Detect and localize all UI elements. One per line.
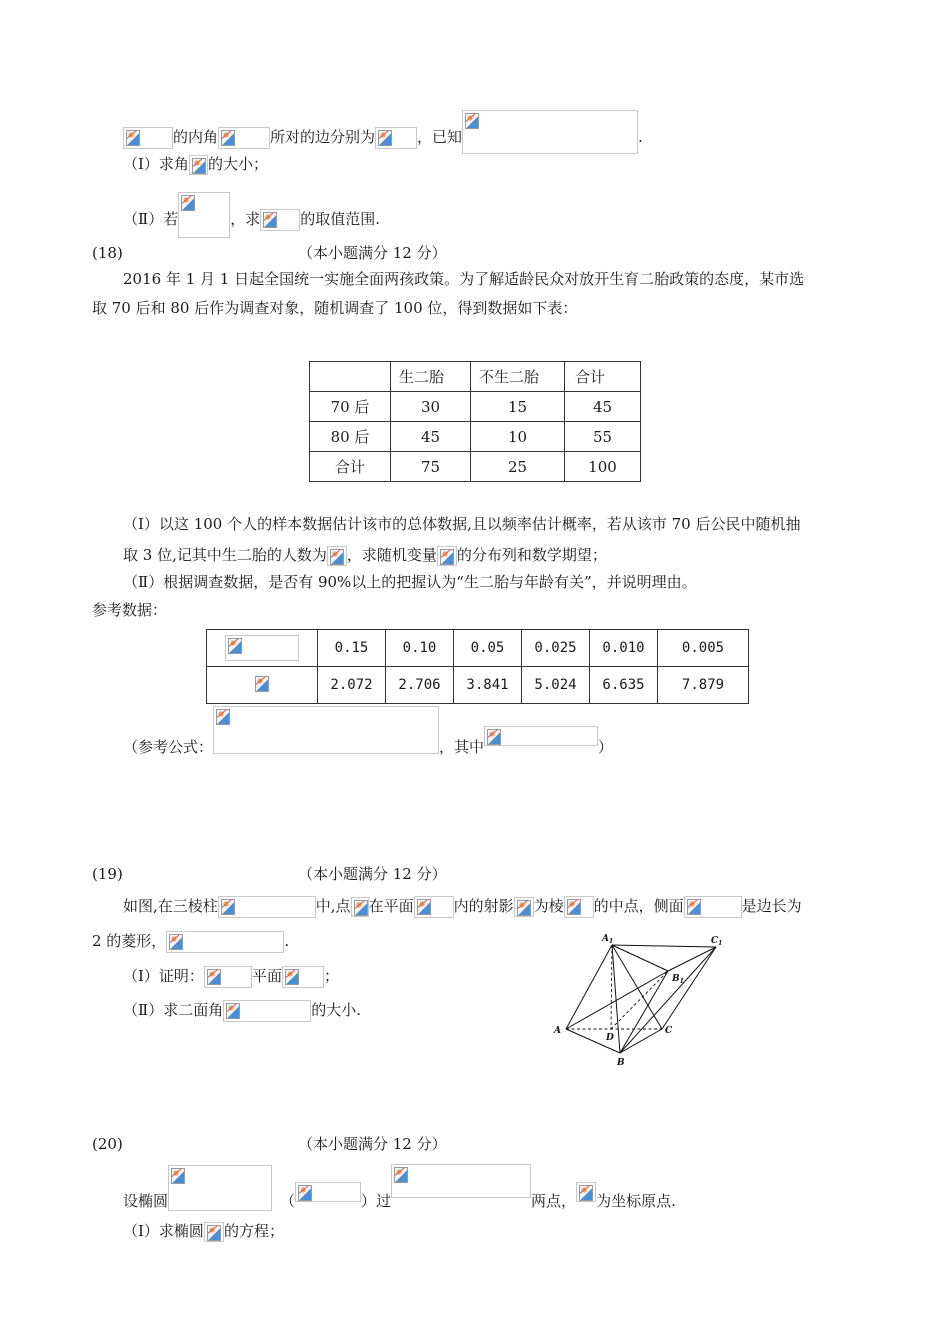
q19-line1: 如图,在三棱柱 中,点 在平面 内的射影 为棱 的中点，侧面 是边长为 [123, 896, 802, 918]
edge-b1c1 [668, 947, 716, 971]
table-header-cell: 生二胎 [391, 362, 471, 392]
formula-image [414, 896, 454, 918]
table-cell: 5.024 [522, 667, 590, 704]
formula-image [437, 546, 457, 566]
edge-a1d-hidden [611, 945, 612, 1029]
q20-part1: （Ⅰ）求椭圆 的方程； [123, 1222, 284, 1240]
label-c1: $C_1$ [711, 936, 723, 947]
formula-image [576, 1182, 596, 1202]
reference-table [206, 629, 749, 704]
q17-line1: 的内角 所对的边分别为 ，已知 . [123, 110, 643, 154]
table-header-cell: 不生二胎 [471, 362, 565, 392]
table-cell: 6.635 [590, 667, 658, 704]
formula-image [178, 192, 230, 238]
table-cell: 0.005 [658, 630, 749, 667]
table-cell: 0.010 [590, 630, 658, 667]
reference-data-label: 参考数据： [92, 601, 168, 619]
table-cell: 0.05 [454, 630, 522, 667]
formula-image [166, 931, 284, 953]
formula-image [218, 896, 316, 918]
table-cell: 80 后 [310, 422, 391, 452]
edge-c1c [662, 947, 716, 1029]
table-cell: 55 [565, 422, 641, 452]
formula-image [391, 1164, 531, 1198]
label-d: D [606, 1033, 614, 1043]
table-cell: 3.841 [454, 667, 522, 704]
formula-image [327, 546, 347, 566]
formula-image [225, 635, 299, 661]
label-a1: $A_1$ [602, 934, 614, 945]
label-c: C [665, 1026, 673, 1036]
label-b: B [617, 1058, 625, 1068]
table-cell: 10 [471, 422, 565, 452]
q19-score: （本小题满分 12 分） [298, 865, 447, 883]
formula-image [123, 127, 173, 149]
q19-number: (19) [92, 865, 123, 883]
table-row [310, 422, 641, 452]
formula-image [223, 1000, 311, 1022]
q18-formula: （参考公式： ，其中 ） [123, 706, 613, 755]
formula-image [204, 966, 252, 988]
q18-part1-line1: （Ⅰ）以这 100 个人的样本数据估计该市的总体数据,且以频率估计概率，若从该市 70 后公民中随机抽 [123, 515, 801, 533]
formula-image [189, 155, 208, 175]
table-cell: 0.10 [386, 630, 454, 667]
table-header-cell [310, 362, 391, 392]
table-cell: 2.072 [318, 667, 386, 704]
formula-image [204, 1222, 224, 1242]
q18-score: （本小题满分 12 分） [298, 244, 447, 262]
q20-score: （本小题满分 12 分） [298, 1135, 447, 1153]
formula-image [684, 896, 742, 918]
table-cell: 0.025 [522, 630, 590, 667]
table-row [207, 630, 749, 667]
q19-part1: （Ⅰ）证明： 平面 ； [123, 966, 339, 988]
table-cell: 7.879 [658, 667, 749, 704]
table-row [207, 667, 749, 704]
label-b1: $B_1$ [672, 974, 684, 985]
q20-number: (20) [92, 1135, 123, 1153]
formula-image [253, 674, 271, 696]
edge-a1c [612, 945, 662, 1029]
formula-image [213, 706, 439, 754]
table-cell: 30 [391, 392, 471, 422]
formula-image [514, 897, 534, 917]
formula-image [282, 966, 324, 988]
table-cell: 15 [471, 392, 565, 422]
edge-bc1 [620, 947, 716, 1053]
table-header-cell: 合计 [565, 362, 641, 392]
table-row [310, 452, 641, 482]
formula-image [260, 209, 300, 231]
q18-intro-line2: 取 70 后和 80 后作为调查对象，随机调查了 100 位，得到数据如下表： [92, 299, 578, 317]
table-cell [207, 667, 318, 704]
formula-image [462, 110, 638, 154]
q19-line2: 2 的菱形， . [92, 931, 289, 953]
formula-image [564, 896, 594, 918]
q18-intro-line1: 2016 年 1 月 1 日起全国统一实施全面两孩政策。为了解适龄民众对放开生育二胎政策的态度，某市选 [123, 270, 805, 288]
q18-number: (18) [92, 244, 123, 262]
table-cell: 0.15 [318, 630, 386, 667]
edge-bc [620, 1029, 662, 1053]
formula-image [168, 1165, 272, 1211]
edge-a1c1 [612, 945, 716, 947]
formula-image [351, 897, 369, 917]
triangular-prism-figure [540, 925, 740, 1075]
q19-part2: （Ⅱ）求二面角 的大小. [123, 1000, 361, 1022]
q18-part1-line2: 取 3 位,记其中生二胎的人数为 ，求随机变量 的分布列和数学期望； [123, 546, 607, 564]
formula-image [295, 1182, 361, 1202]
q17-part2: （Ⅱ）若 ，求 的取值范围. [123, 192, 380, 238]
q18-part2: （Ⅱ）根据调查数据，是否有 90%以上的把握认为“生二胎与年龄有关”，并说明理由。 [123, 573, 697, 591]
table-cell: 合计 [310, 452, 391, 482]
table-cell: 25 [471, 452, 565, 482]
formula-image [218, 127, 270, 149]
formula-image [375, 127, 417, 149]
table-cell [207, 630, 318, 667]
q20-line1: 设椭圆 （ ）过 两点， 为坐标原点. [123, 1164, 676, 1211]
table-cell: 75 [391, 452, 471, 482]
survey-table [309, 361, 641, 482]
table-row [310, 392, 641, 422]
formula-image [484, 726, 598, 746]
table-cell: 45 [391, 422, 471, 452]
label-a: A [554, 1026, 561, 1036]
table-cell: 100 [565, 452, 641, 482]
table-cell: 2.706 [386, 667, 454, 704]
table-cell: 45 [565, 392, 641, 422]
table-cell: 70 后 [310, 392, 391, 422]
edge-ab1 [566, 971, 668, 1029]
q17-part1: （Ⅰ）求角 的大小； [123, 155, 268, 173]
